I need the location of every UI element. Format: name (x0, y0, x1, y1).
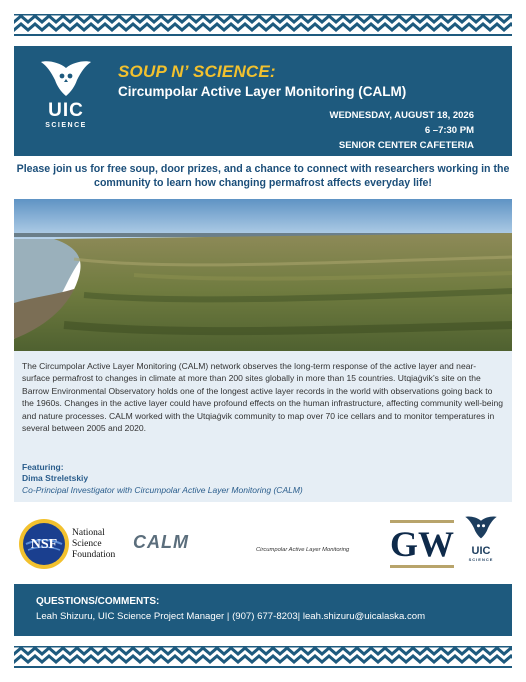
gw-logo (390, 520, 454, 570)
questions-label: QUESTIONS/COMMENTS: (36, 596, 160, 607)
nsf-logo (18, 518, 70, 575)
calm-tagline: Circumpolar Active Layer Monitoring (256, 547, 350, 553)
gw-letters: GW (390, 524, 455, 564)
tundra-photo (14, 199, 512, 351)
sponsor-logos (14, 512, 512, 576)
event-title: SOUP N’ SCIENCE: (118, 62, 276, 81)
owl-icon (39, 58, 93, 98)
uic-small-science-text: SCIENCE (468, 557, 494, 562)
featured-speaker-name: Dima Streletskiy (22, 473, 89, 483)
logo-science-text: SCIENCE (45, 122, 87, 129)
uic-science-logo (36, 58, 96, 129)
description-panel (14, 351, 512, 502)
owl-icon-small (464, 514, 498, 540)
decorative-border-bottom (14, 646, 512, 668)
contact-info: Leah Shizuru, UIC Science Project Manager | (907) 677-8203| leah.shizuru@uicalaska.com (36, 611, 426, 622)
nsf-name (72, 528, 115, 561)
nsf-badge-text: NSF (30, 537, 58, 552)
logo-uic-text: UIC (48, 100, 84, 121)
event-subtitle: Circumpolar Active Layer Monitoring (CALM) (118, 84, 407, 99)
uic-small-text: UIC (471, 545, 491, 557)
calm-logo: CALM (133, 532, 189, 552)
nsf-line-1: National (72, 528, 105, 538)
contact-footer (14, 584, 512, 636)
event-details (330, 108, 475, 153)
event-date: WEDNESDAY, AUGUST 18, 2026 (329, 110, 474, 121)
nsf-line-3: Foundation (72, 550, 116, 560)
featuring-label: Featuring: (22, 462, 64, 472)
description-text: The Circumpolar Active Layer Monitoring (CALM) network observes the long-term response of the active layer and near-surface permafrost to changes in climate at more than 200 sites globally in more than 15 countries. Utqiaġvik’s site on the Barrow Environmental Observatory holds one of the longest active layer records in the world with observations going back to the 1960s. Changes in the active layer could have profound effects on the human infrastructure, affecting community well-being and nature processes. CALM worked with the Utqiaġvik community to map over 70 ice cellars and to monitor temperatures in several between 2005 and 2020. (22, 361, 503, 434)
invitation-text: Please join us for free soup, door prizes, and a chance to connect with researchers working in the community to learn how changing permafrost affects everyday life! (16, 163, 510, 189)
nsf-line-2: Science (72, 539, 102, 549)
nsf-globe-icon (18, 518, 70, 570)
featured-speaker-role: Co-Principal Investigator with Circumpolar Active Layer Monitoring (CALM) (22, 485, 303, 495)
decorative-border-top (14, 14, 512, 36)
gw-bottom-bar (390, 565, 454, 568)
event-time: 6 –7:30 PM (424, 125, 474, 136)
event-location: SENIOR CENTER CAFETERIA (338, 140, 474, 151)
uic-science-logo-small (460, 514, 502, 562)
event-header (14, 46, 512, 156)
